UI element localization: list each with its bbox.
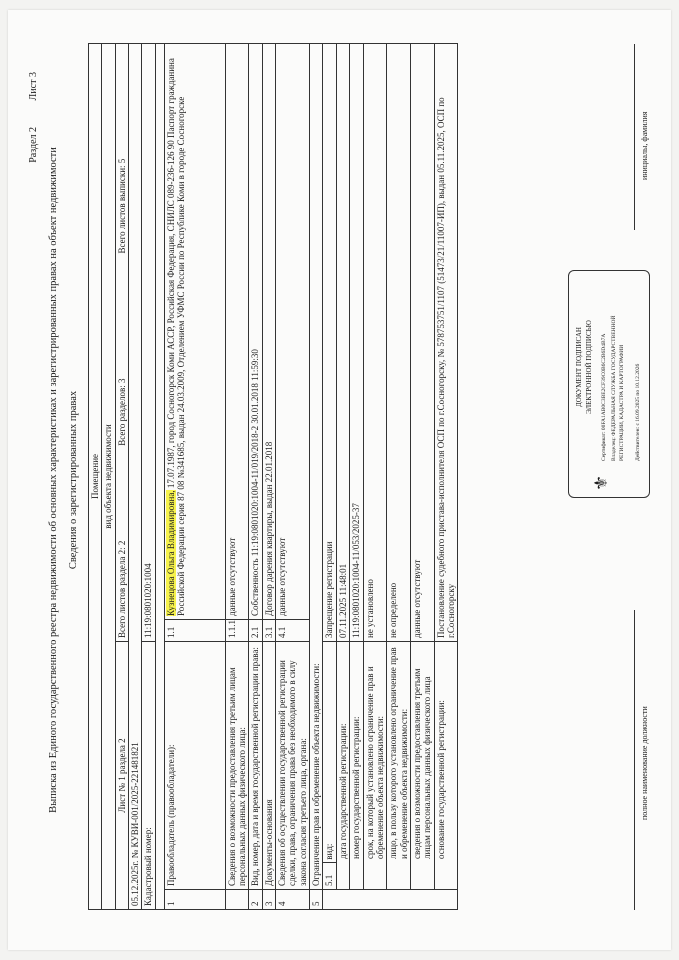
encumbrance-sub xyxy=(323,642,336,890)
encumbrance-item-value: данные отсутствуют xyxy=(410,43,434,641)
row-number: 1 xyxy=(164,890,225,910)
section-label: Раздел 2 xyxy=(28,126,39,163)
position-caption: полное наименование должности xyxy=(640,706,649,820)
row-sub: 1.1.1 xyxy=(225,620,249,642)
spacer-row xyxy=(155,43,164,909)
table-row xyxy=(164,43,225,909)
table-row xyxy=(225,43,249,909)
encumbrance-header-row xyxy=(310,43,323,909)
row-number: 4 xyxy=(276,890,310,910)
position-signature-line xyxy=(634,610,635,910)
sheets-total: Всего листов выписки: 5 xyxy=(116,158,127,254)
date-number: 05.12.2025г. № КУВИ-001/2025-221481821 xyxy=(129,43,142,909)
row-number: 5 xyxy=(310,890,323,910)
row-sub: 4.1 xyxy=(276,620,310,642)
stamp-line: Действителен: с 16.09.2025 по 10.12.2026 xyxy=(635,363,641,461)
encumbrance-item-row xyxy=(434,43,458,909)
row-value-text: данные отсутствуют xyxy=(277,537,288,616)
row-number: 3 xyxy=(262,890,275,910)
table-row xyxy=(262,43,275,909)
row-number xyxy=(225,890,249,910)
row-number: 2 xyxy=(249,890,262,910)
page-header xyxy=(28,72,39,187)
highlighted-name: Кузнецова Ольга Владимировна, xyxy=(165,490,176,616)
encumbrance-label: Ограничение прав и обременение объекта недвижимости: xyxy=(310,43,323,889)
rotated-page xyxy=(8,10,671,950)
encumbrance-item-label: сведения о возможности предоставления третьим лицам персональных данных физического лица xyxy=(410,642,434,890)
encumbrance-item-row xyxy=(336,43,349,909)
row-label: Сведения об осуществлении государственной регистрации сделки, права, ограничения права без необходимого в силу закона согласия третьего лица, органа: xyxy=(276,642,310,890)
row-value xyxy=(249,43,262,619)
row-number xyxy=(323,890,458,910)
encumbrance-item-row xyxy=(350,43,363,909)
encumbrance-item-label: основание государственной регистрации: xyxy=(434,642,458,890)
cadastral-row xyxy=(142,43,155,909)
e-signature-stamp xyxy=(568,270,650,498)
object-type-cell xyxy=(89,43,102,909)
encumbrance-item-row xyxy=(387,43,411,909)
cadastral-value: 11:19:0801020:1004 xyxy=(142,43,155,641)
row-value-text: данные отсутствуют xyxy=(226,537,237,616)
encumbrance-item-value: 07.11.2025 11:48:01 xyxy=(336,43,349,641)
name-signature-line xyxy=(634,44,635,230)
document-title: Выписка из Единого государственного реестра недвижимости об основных характеристиках и зарегистрированных правах на объект недвижимости xyxy=(48,147,59,813)
encumbrance-item-label: дата государственной регистрации: xyxy=(336,642,349,890)
object-kind-cell: вид объекта недвижимости xyxy=(102,43,115,909)
encumbrance-item-value: Запрещение регистрации xyxy=(323,43,336,641)
encumbrance-item-value: Постановление судебного пристава-исполнителя ОСП по г.Сосногорску, № 578753751/1107 (51473/21/11007-ИП), выдан 05.11.2025, ОСП по г.Сосногорску xyxy=(434,43,458,641)
sheet-label: Лист 3 xyxy=(28,72,39,101)
row-sub: 2.1 xyxy=(249,620,262,642)
row-label: Документы-основания xyxy=(262,642,275,890)
encumbrance-item-value: 11:19:0801020:1004-11/053/2025-37 xyxy=(350,43,363,641)
row-value xyxy=(262,43,275,619)
object-type-row xyxy=(89,43,102,909)
row-label: Правообладатель (правообладатели): xyxy=(164,642,225,890)
table-row xyxy=(276,43,310,909)
row-sub: 3.1 xyxy=(262,620,275,642)
sheet-no: Лист № 1 раздела 2 xyxy=(115,642,128,910)
stamp-line: РЕГИСТРАЦИИ, КАДАСТРА И КАРТОГРАФИИ xyxy=(619,344,625,461)
encumbrance-item-row xyxy=(410,43,434,909)
sheet-counts-cell xyxy=(115,43,128,641)
encumbrance-item-row xyxy=(363,43,387,909)
sheet-info-row xyxy=(115,43,128,909)
row-value xyxy=(276,43,310,619)
encumbrance-item-value: не определено xyxy=(387,43,411,641)
spacer-cell xyxy=(155,43,164,909)
row-value xyxy=(225,43,249,619)
sections-total: Всего разделов: 3 xyxy=(116,378,127,446)
rights-table xyxy=(88,43,458,910)
document-sheet xyxy=(8,10,671,950)
row-value-text: Договор дарения квартиры, выдан 22.01.2018 xyxy=(263,441,274,616)
row-value xyxy=(164,43,225,619)
encumbrance-item-label: вид: xyxy=(324,843,335,860)
stamp-line: Сертификат: 00FA1AB0C3BE2CF39C0B6C2B6D4B7A xyxy=(601,333,607,461)
encumbrance-item-label: номер государственной регистрации: xyxy=(350,642,363,890)
encumbrance-item-row xyxy=(323,43,336,909)
row-label: Вид, номер, дата и время государственной регистрации права: xyxy=(249,642,262,890)
document-subtitle: Сведения о зарегистрированных правах xyxy=(68,390,79,570)
stamp-line: Владелец: ФЕДЕРАЛЬНАЯ СЛУЖБА ГОСУДАРСТВЕННОЙ xyxy=(611,315,617,461)
encumbrance-item-label: лицо, в пользу которого установлено ограничение прав и обременение объекта недвижимости: xyxy=(387,642,411,890)
encumbrance-sub-number: 5.1 xyxy=(323,862,335,889)
row-value-text: 17.07.1987, город Сосногорск Коми АССР, Российская Федерация, СНИЛС 089-236-126 90 Паспорт гражданина Российской Федерации серия 87 08 №341685, выдан 24.03.2009, Отделением УФМС России по Республике Коми в городе Сосногорске xyxy=(165,58,187,616)
object-label: Помещение xyxy=(90,453,100,500)
sheets-in-section: Всего листов раздела 2: 2 xyxy=(116,540,127,638)
object-kind-row xyxy=(102,43,115,909)
stamp-line: ЭЛЕКТРОННОЙ ПОДПИСЬЮ xyxy=(585,320,593,414)
encumbrance-item-value: не установлено xyxy=(363,43,387,641)
table-row xyxy=(249,43,262,909)
stamp-line: ДОКУМЕНТ ПОДПИСАН xyxy=(575,327,583,407)
row-value-text: Собственность 11:19:0801020:1004-11/019/2018-2 30.01.2018 11:59:30 xyxy=(250,349,261,616)
row-sub: 1.1 xyxy=(164,620,225,642)
coat-of-arms-icon: ⚜ xyxy=(591,474,611,491)
encumbrance-item-label: срок, на который установлено ограничение прав и обременение объекта недвижимости: xyxy=(363,642,387,890)
cadastral-label: Кадастровый номер: xyxy=(142,642,155,910)
date-number-row xyxy=(129,43,142,909)
name-caption: инициалы, фамилия xyxy=(640,111,649,180)
row-label: Сведения о возможности предоставления третьим лицам персональных данных физического лица: xyxy=(225,642,249,890)
